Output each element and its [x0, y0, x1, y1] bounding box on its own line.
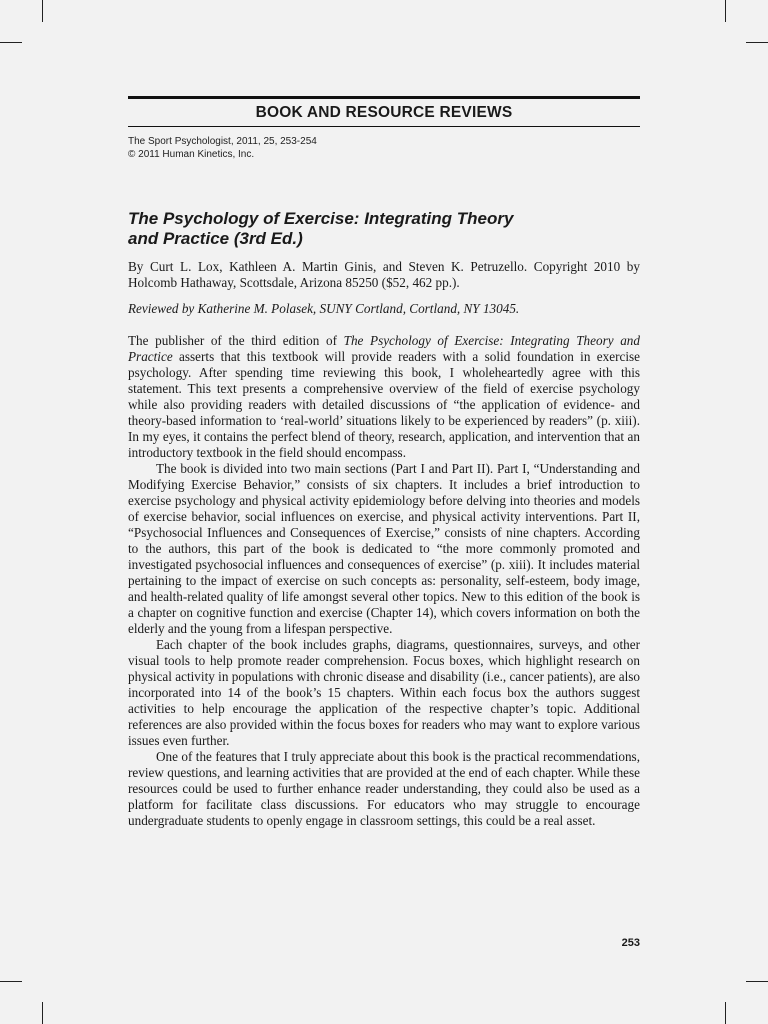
crop-mark: [746, 981, 768, 982]
book-title-line: The Psychology of Exercise: Integrating Theory: [128, 209, 514, 228]
copyright-notice: © 2011 Human Kinetics, Inc.: [128, 148, 255, 160]
journal-info: The Sport Psychologist, 2011, 25, 253-254: [128, 136, 317, 147]
journal-citation: [128, 136, 640, 161]
paragraph-text: asserts that this textbook will provide readers with a solid foundation in exercise psychology. After spending time reviewing this book, I wholeheartedly agree with this statement. This text presents a comprehensive overview of the field of exercise psychology while also providing readers with detailed discussions of “the application of evidence- and theory-based information to ‘real-world’ situations likely to be experienced by readers” (p. xiii). In my eyes, it contains the perfect blend of theory, research, application, and intervention that an introductory textbook in the field should encompass.: [128, 349, 640, 460]
reviewer-line: Reviewed by Katherine M. Polasek, SUNY Cortland, Cortland, NY 13045.: [128, 301, 520, 316]
book-title-inline: The Psychology of Exercise: Integrating Theory and Practice: [128, 333, 640, 364]
crop-mark: [42, 0, 43, 22]
crop-mark: [42, 1002, 43, 1024]
book-title-line: and Practice (3rd Ed.): [128, 229, 303, 248]
page-number: 253: [621, 937, 640, 949]
page-content: [128, 96, 640, 829]
section-rule-bottom: [128, 126, 640, 127]
crop-mark: [746, 42, 768, 43]
paragraph: [128, 333, 640, 461]
review-body: [128, 333, 640, 829]
paragraph: One of the features that I truly appreciate about this book is the practical recommendations, review questions, and learning activities that are provided at the end of each chapter. While these resources could be used to further enhance reader understanding, they could also be used as a platform for facilitate class discussions. For educators who may struggle to encourage undergraduate students to openly engage in classroom settings, this could be a real asset.: [128, 749, 640, 828]
book-title: [128, 209, 640, 249]
paragraph-text: The publisher of the third edition of: [128, 333, 344, 348]
paragraph: Each chapter of the book includes graphs, diagrams, questionnaires, surveys, and other visual tools to help promote reader comprehension. Focus boxes, which highlight research on physical activity in populations with chronic disease and disability (i.e., cancer patients), are also incorporated into 14 of the book’s 15 chapters. Within each focus box the authors suggest activities to help encourage the application of the respective chapter’s topic. Additional references are also provided within the focus boxes for readers who may want to explore various issues even further.: [128, 637, 640, 748]
crop-mark: [0, 42, 22, 43]
crop-mark: [725, 0, 726, 22]
crop-mark: [725, 1002, 726, 1024]
section-header: BOOK AND RESOURCE REVIEWS: [255, 104, 513, 121]
paragraph: The book is divided into two main sections (Part I and Part II). Part I, “Understanding and Modifying Exercise Behavior,” consists of six chapters. It includes a brief introduction to exercise psychology and physical activity epidemiology before delving into theories and models of exercise behavior, social influences on exercise, and physical activity interventions. Part II, “Psychosocial Influences and Consequences of Exercise,” consists of nine chapters. According to the authors, this part of the book is dedicated to “the more commonly promoted and investigated psychosocial influences and consequences of exercise” (p. xiii). It includes material pertaining to the impact of exercise on such concepts as: personality, self-esteem, body image, and health-related quality of life amongst several other topics. New to this edition of the book is a chapter on cognitive function and exercise (Chapter 14), which covers information on both the elderly and the young from a lifespan perspective.: [128, 461, 640, 636]
byline: By Curt L. Lox, Kathleen A. Martin Ginis, and Steven K. Petruzello. Copyright 2010 by Holcomb Hathaway, Scottsdale, Arizona 85250 ($52, 462 pp.).: [128, 259, 640, 290]
crop-mark: [0, 981, 22, 982]
